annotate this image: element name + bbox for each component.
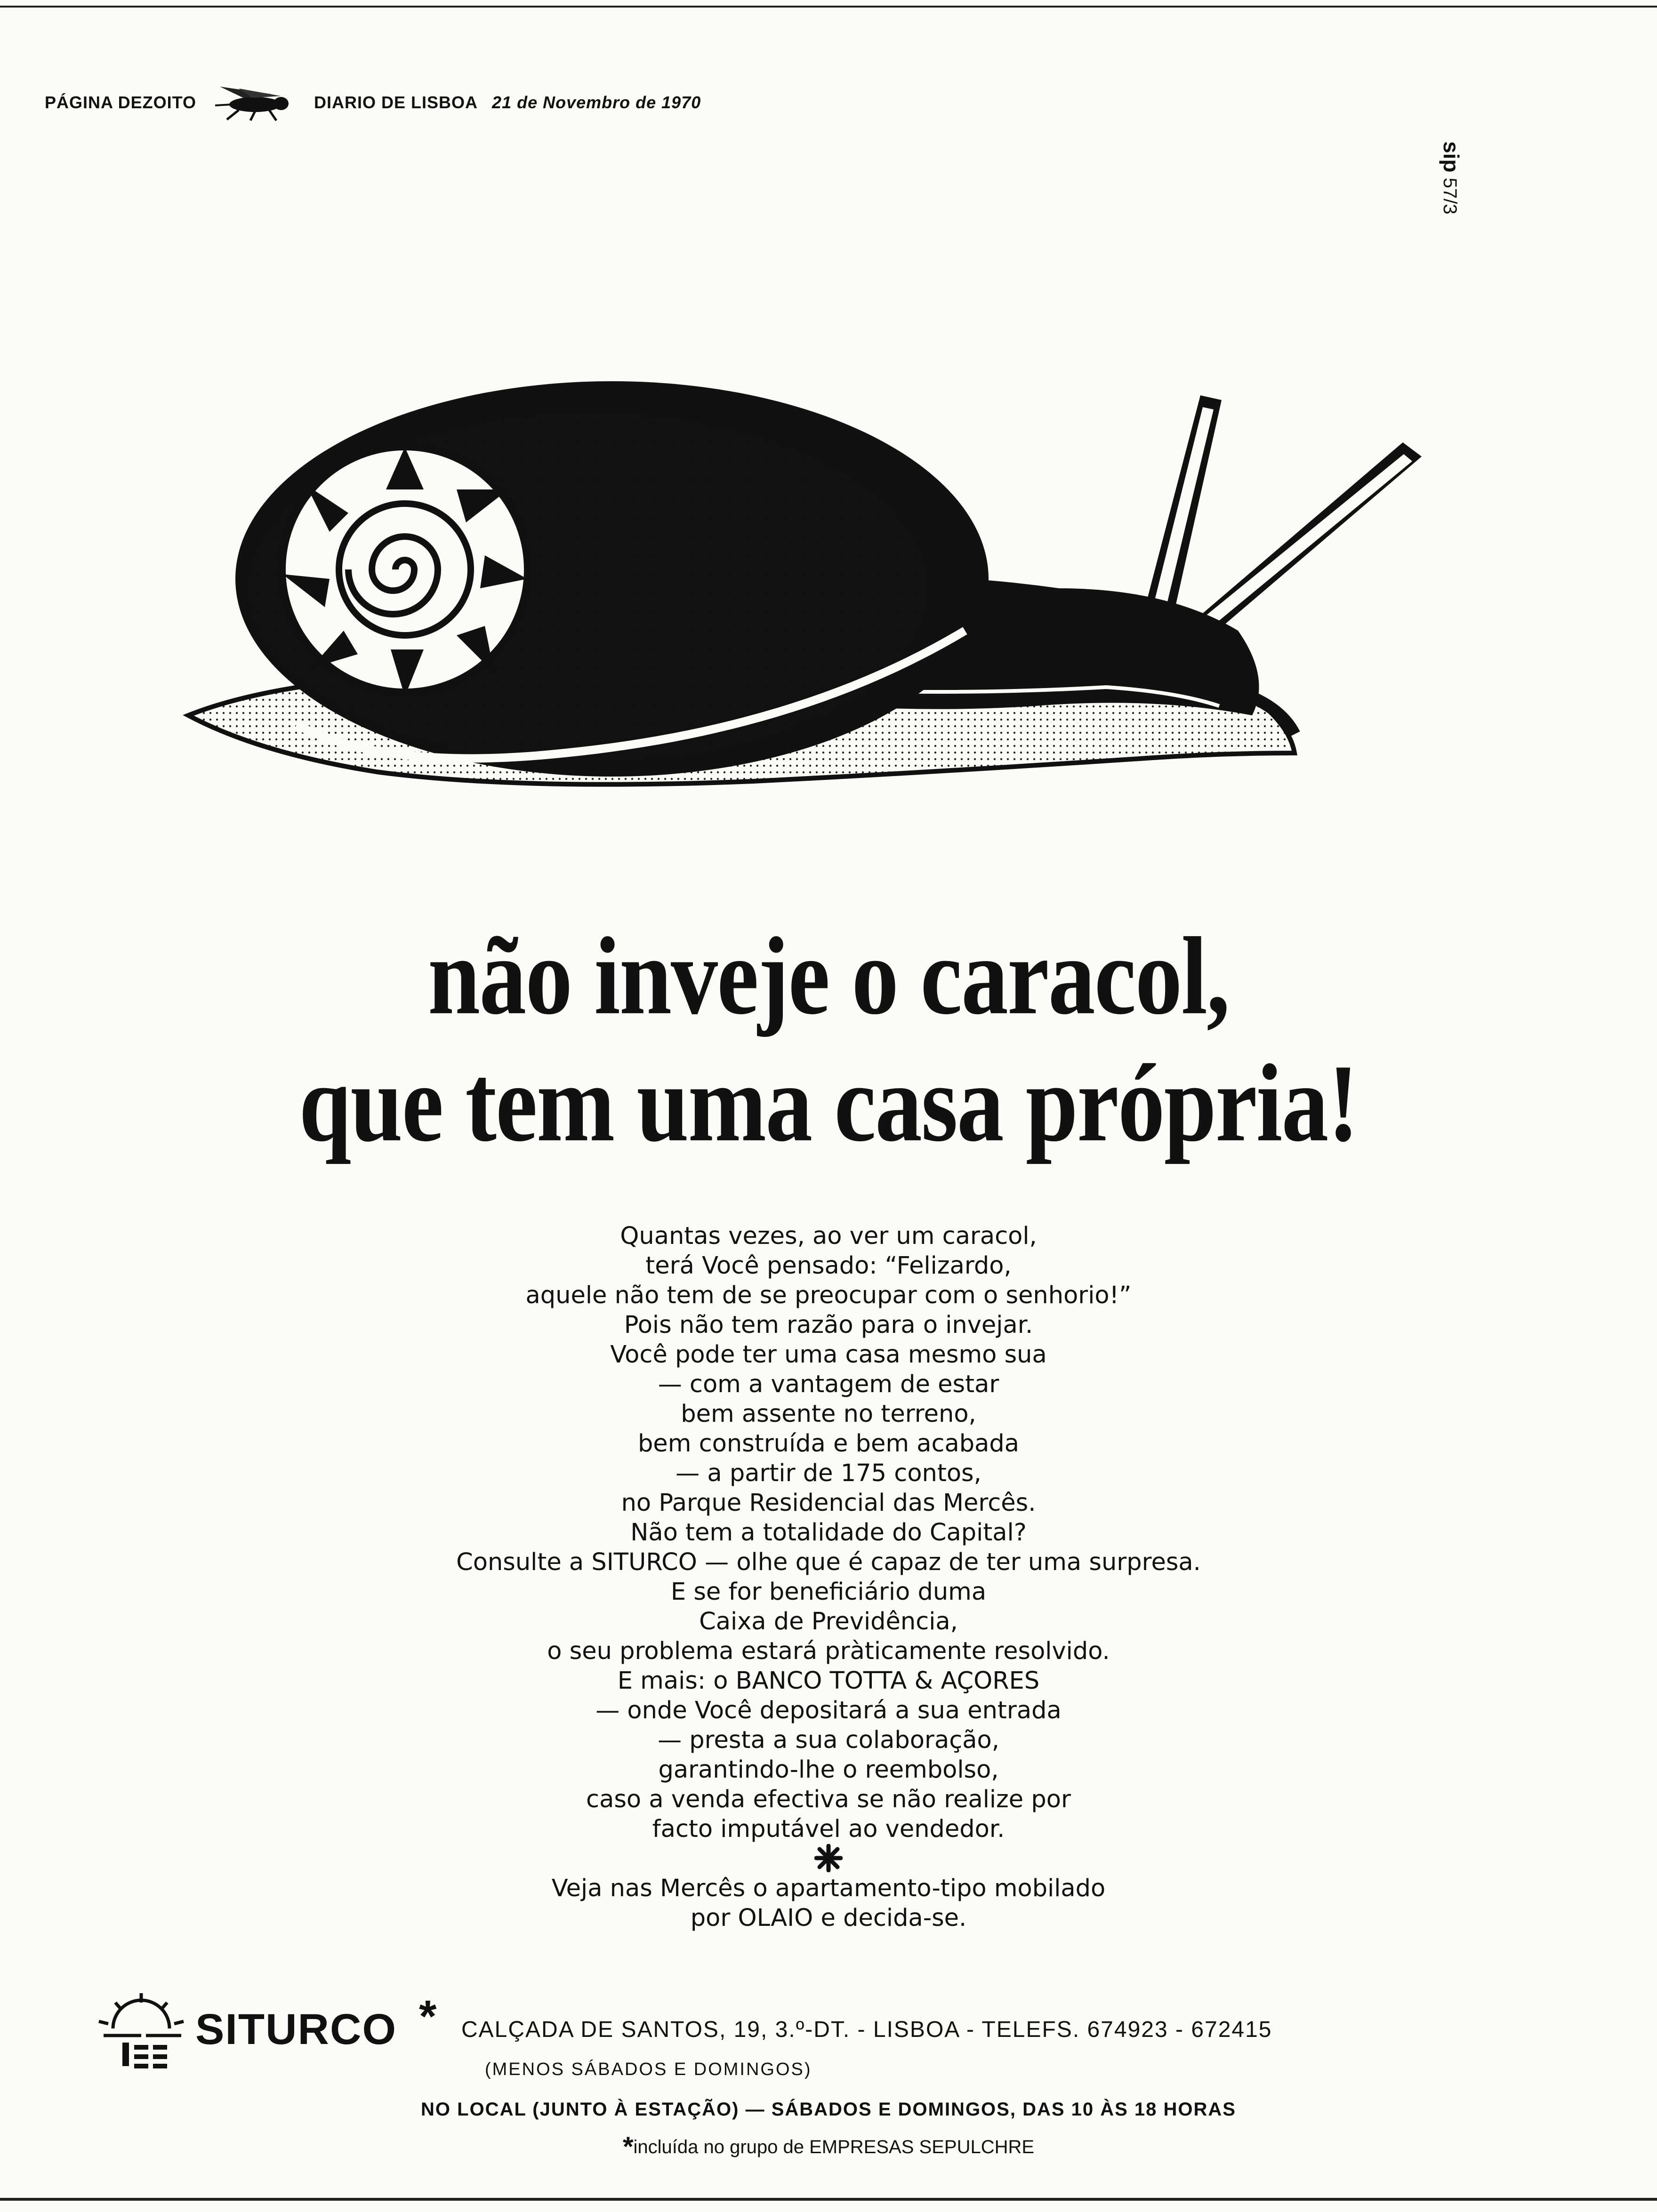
fly-icon bbox=[210, 84, 300, 121]
closing-line-1: Veja nas Mercês o apartamento-tipo mobilado bbox=[551, 1875, 1106, 1902]
body-line: garantindo-lhe o reembolso, bbox=[658, 1756, 999, 1784]
body-line: — presta a sua colaboração, bbox=[658, 1726, 999, 1754]
body-line: Não tem a totalidade do Capital? bbox=[630, 1519, 1027, 1547]
body-line: bem assente no terreno, bbox=[681, 1400, 976, 1428]
agency-code: 57/3 bbox=[1440, 177, 1460, 215]
body-line: no Parque Residencial das Mercês. bbox=[621, 1489, 1036, 1517]
body-line: — onde Você depositará a sua entrada bbox=[595, 1697, 1062, 1724]
body-line: E se for beneficiário duma bbox=[670, 1578, 987, 1606]
office-hours-note: (MENOS SÁBADOS E DOMINGOS) bbox=[485, 2060, 812, 2079]
body-line: o seu problema estará pràticamente resolvido. bbox=[547, 1637, 1110, 1665]
group-footnote bbox=[0, 2131, 1657, 2163]
body-line: Quantas vezes, ao ver um caracol, bbox=[620, 1222, 1037, 1250]
company-signature bbox=[94, 1991, 1601, 2071]
body-line: Caixa de Previdência, bbox=[699, 1608, 958, 1635]
agency-brand: sip bbox=[1439, 141, 1464, 173]
body-line: bem construída e bem acabada bbox=[637, 1430, 1020, 1458]
headline bbox=[0, 915, 1657, 1165]
company-address: CALÇADA DE SANTOS, 19, 3.º-DT. - LISBOA - TELEFS. 674923 - 672415 bbox=[461, 2017, 1272, 2042]
body-line: terá Você pensado: “Felizardo, bbox=[645, 1252, 1012, 1280]
headline-line-2: que tem uma casa própria! bbox=[299, 1042, 1358, 1165]
bottom-border bbox=[0, 2198, 1657, 2201]
body-line: — a partir de 175 contos, bbox=[676, 1459, 981, 1487]
closing-line-2: por OLAIO e decida-se. bbox=[690, 1904, 967, 1932]
newspaper-masthead bbox=[45, 84, 701, 121]
snail-illustration bbox=[141, 367, 1431, 828]
body-line: aquele não tem de se preocupar com o senhorio!” bbox=[525, 1282, 1132, 1309]
star-separator-icon bbox=[264, 1844, 1393, 1874]
agency-mark bbox=[1439, 141, 1464, 214]
headline-line-1: não inveje o caracol, bbox=[427, 915, 1230, 1038]
body-line: facto imputável ao vendedor. bbox=[652, 1815, 1005, 1843]
company-asterisk: * bbox=[419, 1991, 437, 2042]
body-line: E mais: o BANCO TOTTA & AÇORES bbox=[617, 1667, 1040, 1695]
issue-date: 21 de Novembro de 1970 bbox=[492, 93, 701, 112]
company-name: SITURCO bbox=[195, 2005, 397, 2053]
top-border bbox=[0, 0, 1657, 8]
siturco-logo-icon bbox=[94, 1991, 188, 2071]
body-line: Consulte a SITURCO — olhe que é capaz de ter uma surpresa. bbox=[456, 1548, 1201, 1576]
page-number: PÁGINA DEZOITO bbox=[45, 93, 197, 112]
newspaper-name: DIARIO DE LISBOA bbox=[314, 93, 478, 112]
body-line: Pois não tem razão para o invejar. bbox=[624, 1311, 1033, 1339]
onsite-hours: NO LOCAL (JUNTO À ESTAÇÃO) — SÁBADOS E DOMINGOS, DAS 10 ÀS 18 HORAS bbox=[421, 2099, 1236, 2120]
body-line: Você pode ter uma casa mesmo sua bbox=[610, 1341, 1047, 1369]
body-line: caso a venda efectiva se não realize por bbox=[586, 1786, 1071, 1813]
footnote-asterisk: * bbox=[622, 2132, 634, 2162]
body-copy bbox=[264, 1221, 1393, 1933]
body-line: — com a vantagem de estar bbox=[658, 1370, 999, 1398]
footnote-text: incluída no grupo de EMPRESAS SEPULCHRE bbox=[633, 2137, 1035, 2157]
